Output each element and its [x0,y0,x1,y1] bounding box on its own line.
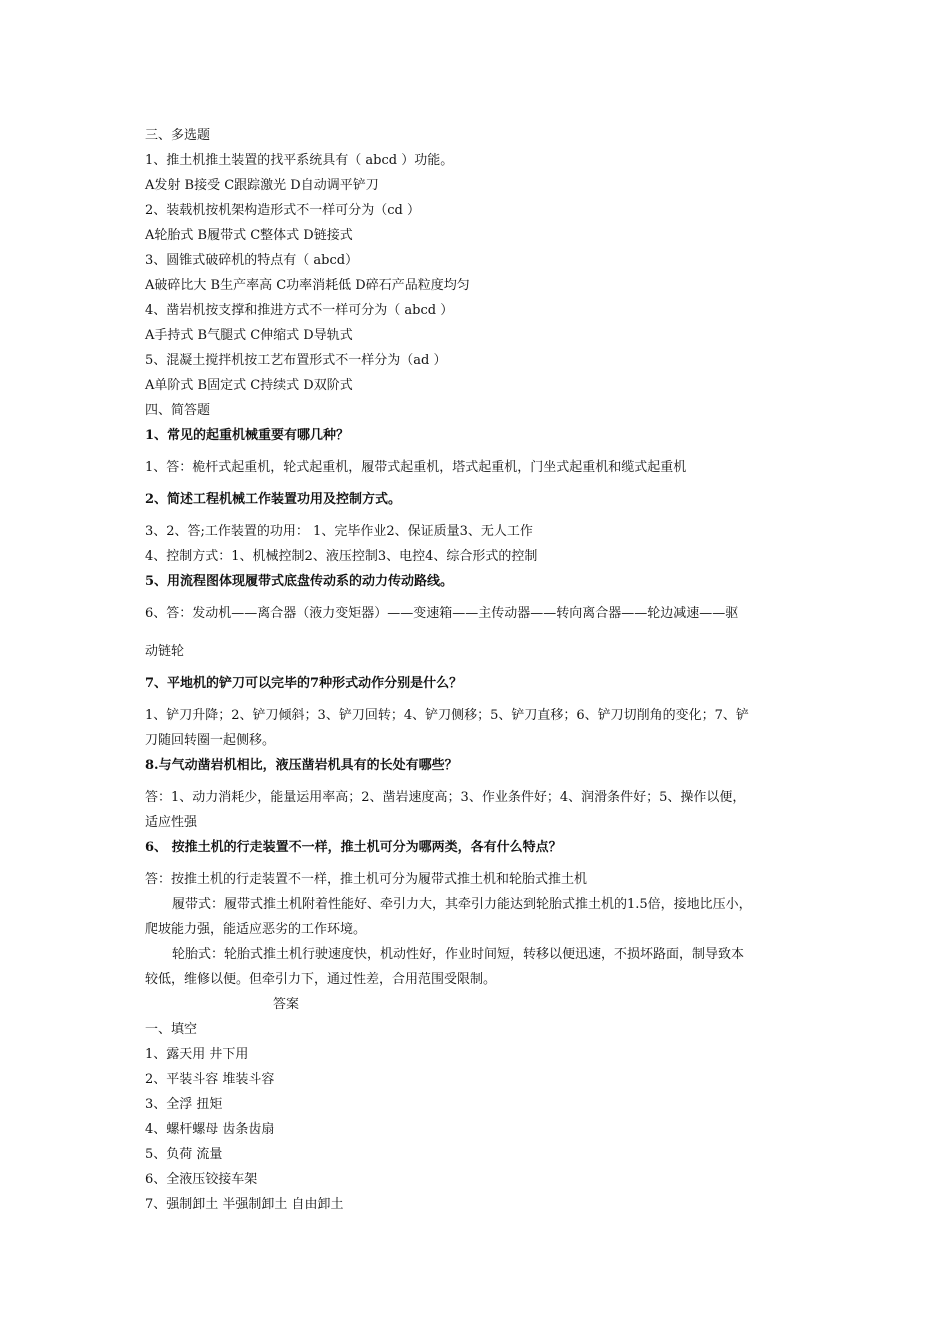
short-question-6: 6、 按推土机的行走装置不一样，推土机可分为哪两类，各有什么特点？ [145,840,562,855]
short-answer-2b: 4、控制方式：1、机械控制2、液压控制3、电控4、综合形式的控制 [145,549,538,564]
question-1-options: A发射 B接受 C跟踪激光 D自动调平铲刀 [145,178,379,193]
answer-item-7: 7、强制卸土 半强制卸土 自由卸土 [145,1197,344,1212]
short-answer-5a: 6、答：发动机——离合器（液力变矩器）——变速箱——主传动器——转向离合器——轮边减速——驱 [145,606,739,621]
short-answer-8b: 适应性强 [145,815,198,830]
short-question-5: 5、用流程图体现履带式底盘传动系的动力传动路线。 [145,574,454,589]
short-question-2: 2、简述工程机械工作装置功用及控制方式。 [145,492,402,507]
answers-title: 答案 [273,997,300,1012]
short-answer-8a: 答：1、动力消耗少，能量运用率高；2、凿岩速度高；3、作业条件好；4、润滑条件好；5、操作以便， [145,790,746,805]
answer-item-4: 4、螺杆螺母 齿条齿扇 [145,1122,275,1137]
short-answer-1: 1、答：桅杆式起重机，轮式起重机，履带式起重机，塔式起重机，门坐式起重机和缆式起重机 [145,460,687,475]
question-5-options: A单阶式 B固定式 C持续式 D双阶式 [145,378,353,393]
section-heading-multiple-choice: 三、多选题 [145,128,211,143]
question-2-options: A轮胎式 B履带式 C整体式 D链接式 [145,228,353,243]
answer-item-1: 1、露天用 井下用 [145,1047,249,1062]
answer-item-2: 2、平装斗容 堆装斗容 [145,1072,275,1087]
short-answer-6a: 答：按推土机的行走装置不一样，推土机可分为履带式推土机和轮胎式推土机 [145,872,588,887]
short-question-7: 7、平地机的铲刀可以完毕的7种形式动作分别是什么？ [145,676,463,691]
answers-heading-fill-in: 一、填空 [145,1022,198,1037]
section-heading-short-answer: 四、简答题 [145,403,211,418]
short-answer-2a: 3、2、答;工作装置的功用： 1、完毕作业2、保证质量3、无人工作 [145,524,533,539]
answer-item-6: 6、全液压铰接车架 [145,1172,258,1187]
question-2: 2、装载机按机架构造形式不一样可分为（cd ） [145,203,421,218]
short-answer-6c: 爬坡能力强，能适应恶劣的工作环境。 [145,922,367,937]
question-4-options: A手持式 B气腿式 C伸缩式 D导轨式 [145,328,353,343]
short-answer-5b: 动链轮 [145,644,185,659]
short-answer-7b: 刀随回转圈一起侧移。 [145,733,276,748]
question-4: 4、凿岩机按支撑和推进方式不一样可分为（ abcd ） [145,303,454,318]
short-answer-6d: 轮胎式：轮胎式推土机行驶速度快，机动性好，作业时间短，转移以便迅速，不损坏路面，制导致本 [172,947,745,962]
short-answer-7a: 1、铲刀升降；2、铲刀倾斜；3、铲刀回转；4、铲刀侧移；5、铲刀直移；6、铲刀切削角的变化；7、铲 [145,708,749,723]
short-question-8: 8.与气动凿岩机相比，液压凿岩机具有的长处有哪些？ [145,758,458,773]
short-answer-6b: 履带式：履带式推土机附着性能好、牵引力大，其牵引力能达到轮胎式推土机的1.5倍，接地比压小， [172,897,752,912]
question-1: 1、推土机推土装置的找平系统具有（ abcd ）功能。 [145,153,454,168]
short-question-1: 1、常见的起重机械重要有哪几种？ [145,428,350,443]
short-answer-6e: 较低，维修以便。但牵引力下，通过性差，合用范围受限制。 [145,972,497,987]
question-3-options: A破碎比大 B生产率高 C功率消耗低 D碎石产品粒度均匀 [145,278,470,293]
question-3: 3、圆锥式破碎机的特点有（ abcd） [145,253,359,268]
question-5: 5、混凝土搅拌机按工艺布置形式不一样分为（ad ） [145,353,447,368]
answer-item-3: 3、全浮 扭矩 [145,1097,223,1112]
answer-item-5: 5、负荷 流量 [145,1147,223,1162]
